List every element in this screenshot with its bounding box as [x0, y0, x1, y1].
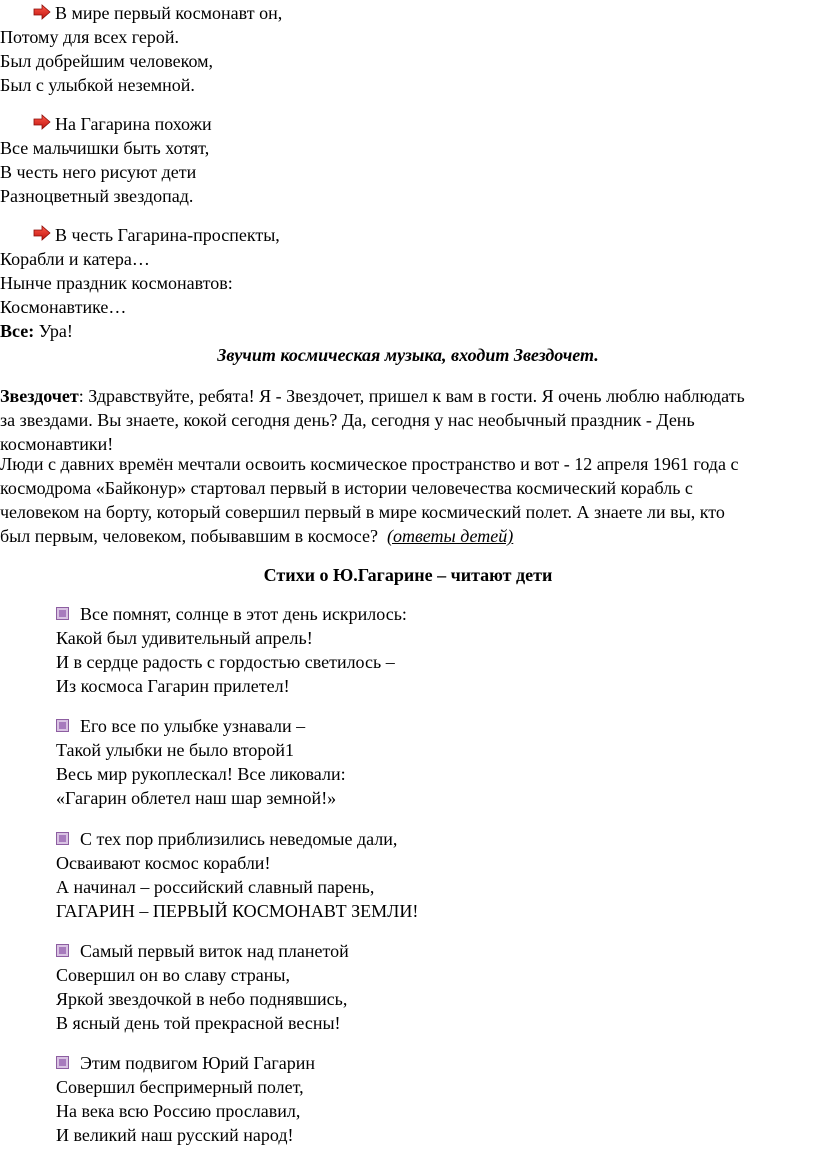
poem1-stanza2-line4: Разноцветный звездопад. [0, 186, 194, 206]
poem2-stanza1-line3: И в сердце радость с гордостью светилось – [56, 652, 395, 672]
narrative-line3: человеком на борту, который совершил первый в мире космический полет. А знаете ли вы, кто [0, 502, 725, 522]
poem1-stanza1-line4: Был с улыбкой неземной. [0, 75, 195, 95]
narrative-text4: был первым, человеком, побывавшим в космосе? [0, 526, 378, 546]
red-arrow-icon [33, 225, 51, 241]
poem2-stanza5-line4: И великий наш русский народ! [56, 1125, 294, 1145]
speech-text1: : Здравствуйте, ребята! Я - Звездочет, пришел к вам в гости. Я очень люблю наблюдать [78, 386, 745, 406]
speech-line1 [0, 384, 745, 408]
speech-line2: за звездами. Вы знаете, кокой сегодня день? Да, сегодня у нас необычный праздник - День [0, 410, 695, 430]
poem2-stanza5-line1: Этим подвигом Юрий Гагарин [80, 1053, 316, 1073]
speech-line3: космонавтики! [0, 434, 114, 454]
poem2-stanza5-line2: Совершил беспримерный полет, [56, 1077, 304, 1097]
narrative-line4 [0, 524, 513, 548]
poem1-stanza1-line3: Был добрейшим человеком, [0, 51, 214, 71]
poem2-stanza1-line2: Какой был удивительный апрель! [56, 628, 313, 648]
poem1-stanza2-line2: Все мальчишки быть хотят, [0, 138, 210, 158]
poem2-stanza4-line2: Совершил он во славу страны, [56, 965, 291, 985]
purple-square-bullet-icon [56, 832, 69, 845]
poem2-stanza2-line4: «Гагарин облетел наш шар земной!» [56, 788, 337, 808]
poem1-stanza2-line3: В честь него рисуют дети [0, 162, 197, 182]
poem1-stanza3-line3: Нынче праздник космонавтов: [0, 273, 233, 293]
poem2-stanza2-line1: Его все по улыбке узнавали – [80, 716, 306, 736]
poem1-stanza2-line1: На Гагарина похожи [55, 114, 212, 134]
poem2-stanza3-line4: ГАГАРИН – ПЕРВЫЙ КОСМОНАВТ ЗЕМЛИ! [56, 901, 419, 921]
all-label: Все: [0, 321, 35, 341]
poem1-stanza3-line1: В честь Гагарина-проспекты, [55, 225, 280, 245]
poem2-stanza3-line1: С тех пор приблизились неведомые дали, [80, 829, 398, 849]
poem2-stanza2-line2: Такой улыбки не было второй1 [56, 740, 294, 760]
all-reply [0, 319, 73, 343]
section-heading: Стихи о Ю.Гагарине – читают дети [263, 565, 553, 585]
purple-square-bullet-icon [56, 944, 69, 957]
red-arrow-icon [33, 114, 51, 130]
poem2-stanza4-line3: Яркой звездочкой в небо поднявшись, [56, 989, 348, 1009]
poem2-stanza3-line3: А начинал – российский славный парень, [56, 877, 375, 897]
purple-square-bullet-icon [56, 1056, 69, 1069]
poem1-stanza1-line1: В мире первый космонавт он, [55, 3, 283, 23]
red-arrow-icon [33, 4, 51, 20]
narrative-line1: Люди с давних времён мечтали освоить космическое пространство и вот - 12 апреля 1961 года с [0, 454, 739, 474]
poem2-stanza3-line2: Осваивают космос корабли! [56, 853, 271, 873]
stage-direction: Звучит космическая музыка, входит Звездочет. [217, 345, 599, 365]
poem2-stanza1-line4: Из космоса Гагарин прилетел! [56, 676, 290, 696]
poem2-stanza1-line1: Все помнят, солнце в этот день искрилось: [80, 604, 407, 624]
poem2-stanza4-line1: Самый первый виток над планетой [80, 941, 349, 961]
poem1-stanza3-line2: Корабли и катера… [0, 249, 150, 269]
purple-square-bullet-icon [56, 719, 69, 732]
children-answers-note: (ответы детей) [386, 526, 514, 546]
speaker-name: Звездочет [0, 386, 79, 406]
poem2-stanza4-line4: В ясный день той прекрасной весны! [56, 1013, 341, 1033]
purple-square-bullet-icon [56, 607, 69, 620]
poem1-stanza3-line4: Космонавтике… [0, 297, 127, 317]
narrative-line2: космодрома «Байконур» стартовал первый в истории человечества космический корабль с [0, 478, 693, 498]
poem1-stanza1-line2: Потому для всех герой. [0, 27, 179, 47]
poem2-stanza2-line3: Весь мир рукоплескал! Все ликовали: [56, 764, 346, 784]
all-text: Ура! [34, 321, 73, 341]
poem2-stanza5-line3: На века всю Россию прославил, [56, 1101, 301, 1121]
